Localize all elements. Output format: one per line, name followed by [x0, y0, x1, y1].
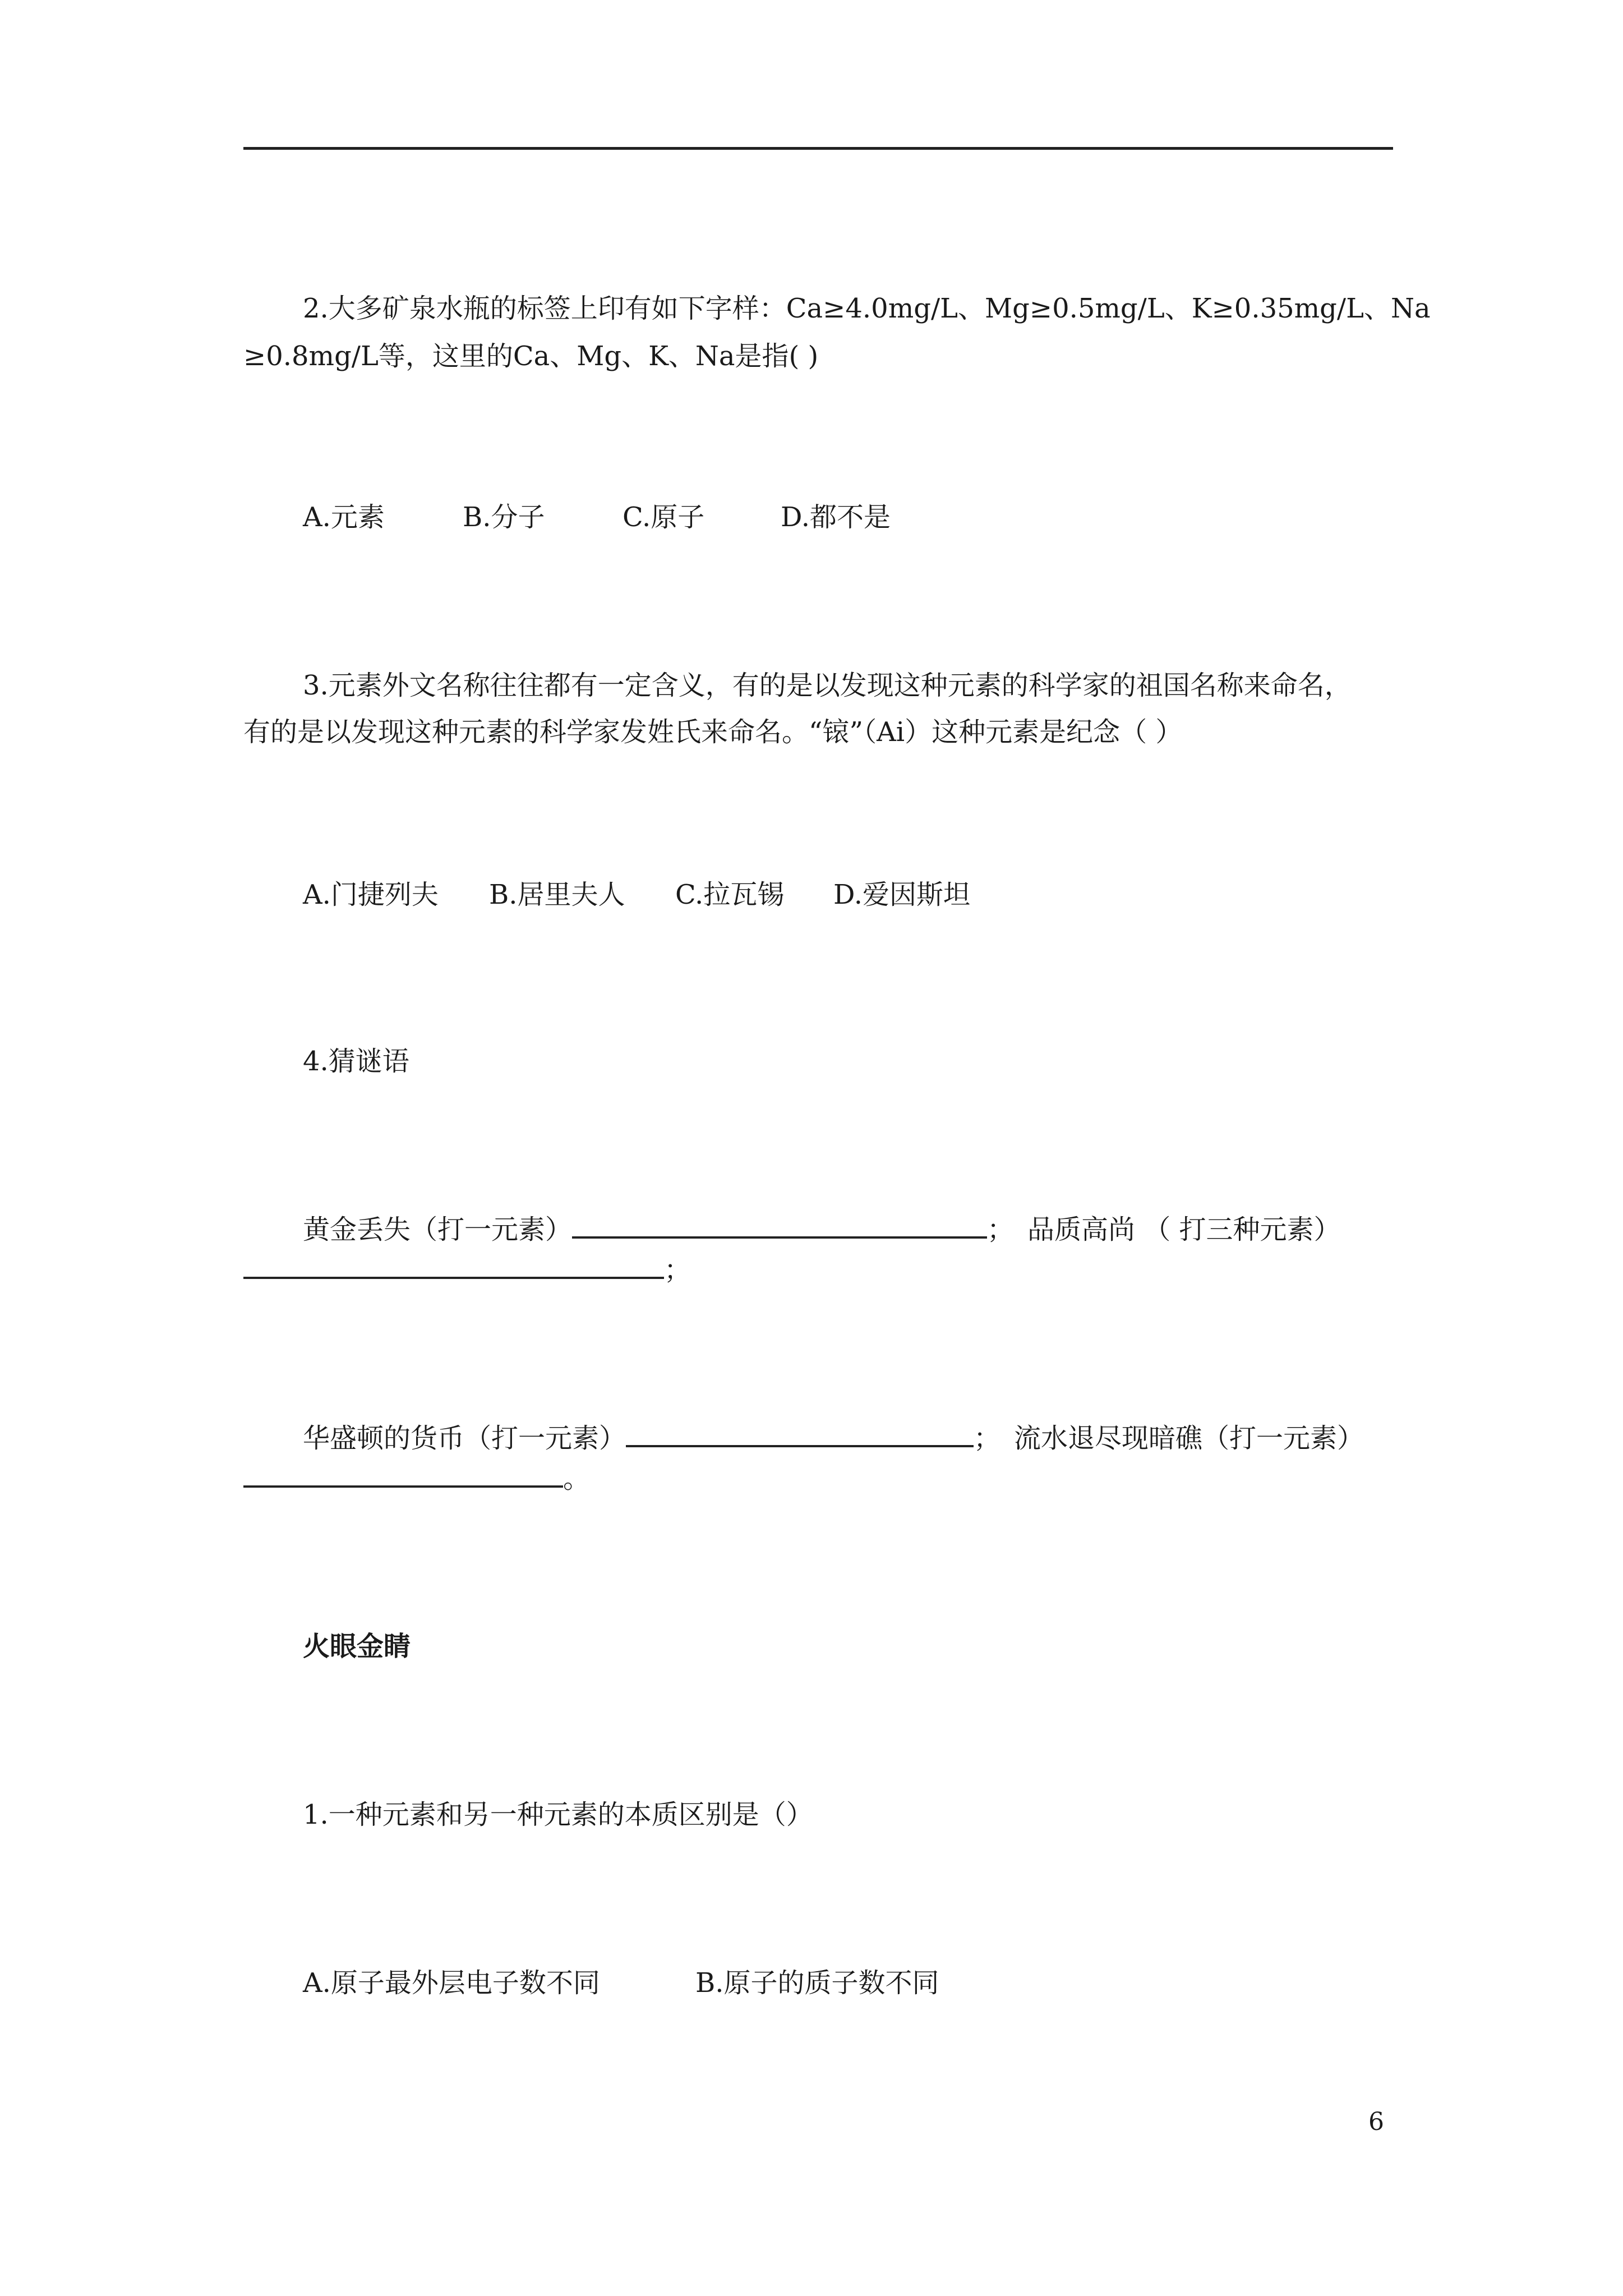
riddle-4-answer-blank[interactable]: [243, 1461, 563, 1488]
riddle-4-label: 流水退尽现暗礁（打一元素）: [1014, 1423, 1364, 1454]
q3-text-line-2: 有的是以发现这种元素的科学家发姓氏来命名。“锿”（Ai）这种元素是纪念（ ）: [243, 716, 1183, 748]
q4-riddle-row-1: [303, 1212, 1341, 1246]
q2-option-c: C.原子: [623, 501, 705, 533]
s1-question-text: 1.一种元素和另一种元素的本质区别是（）: [303, 1799, 813, 1830]
q4-riddle-row-4: [243, 1461, 590, 1496]
riddle-end-mark: ；: [664, 1254, 691, 1286]
s1-options: [303, 1966, 939, 2000]
q3-option-c: C.拉瓦锡: [675, 879, 785, 910]
riddle-3-answer-blank[interactable]: [626, 1420, 974, 1447]
riddle-2-label: 品质高尚 （ 打三种元素）: [1027, 1214, 1341, 1245]
q3-option-a: A.门捷列夫: [303, 879, 439, 910]
riddle-1-answer-blank[interactable]: [572, 1212, 987, 1239]
q2-option-b: B.分子: [463, 501, 545, 533]
page-number: 6: [1368, 2108, 1384, 2136]
q4-riddle-row-3: [303, 1420, 1364, 1455]
q4-riddle-row-2: [243, 1252, 691, 1287]
s1-option-b: B.原子的质子数不同: [695, 1967, 939, 1999]
q2-text-line-1: 2.大多矿泉水瓶的标签上印有如下字样：Ca≥4.0mg/L、Mg≥0.5mg/L、K≥0.35mg/L、Na: [303, 293, 1431, 324]
s1-option-a: A.原子最外层电子数不同: [303, 1967, 600, 1999]
riddle-separator: ；: [974, 1423, 1001, 1454]
q2-option-d: D.都不是: [781, 501, 891, 533]
riddle-1-label: 黄金丢失（打一元素）: [303, 1214, 573, 1245]
q3-option-d: D.爱因斯坦: [833, 879, 971, 910]
riddle-2-answer-blank[interactable]: [243, 1252, 664, 1279]
riddle-separator: ；: [987, 1214, 1015, 1245]
q2-option-a: A.元素: [303, 501, 385, 533]
q3-text-line-1: 3.元素外文名称往往都有一定含义，有的是以发现这种元素的科学家的祖国名称来命名，: [303, 670, 1352, 701]
section-title: 火眼金睛: [303, 1631, 411, 1662]
q2-options: [303, 500, 891, 534]
q4-title: 4.猜谜语: [303, 1046, 409, 1077]
riddle-3-label: 华盛顿的货币（打一元素）: [303, 1423, 626, 1454]
q2-text-line-2: ≥0.8mg/L等，这里的Ca、Mg、K、Na是指( ): [243, 341, 819, 372]
riddle-end-mark: 。: [563, 1463, 591, 1494]
header-rule: [243, 147, 1393, 150]
q3-option-b: B.居里夫人: [489, 879, 625, 910]
q3-options: [303, 878, 970, 912]
